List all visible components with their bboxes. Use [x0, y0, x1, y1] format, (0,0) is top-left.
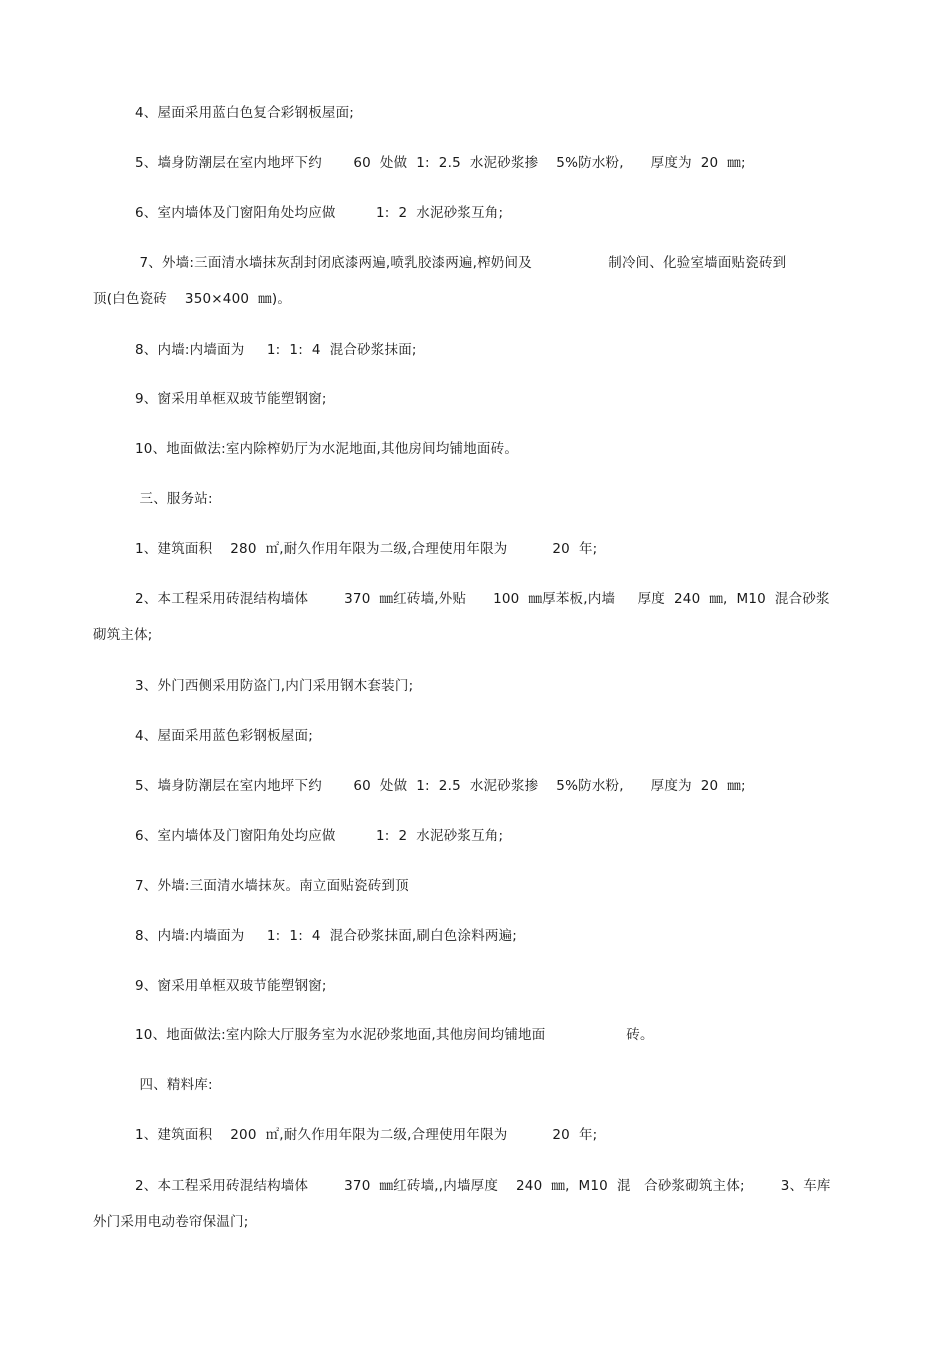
text-line: 4、屋面采用蓝白色复合彩钢板屋面; — [135, 105, 355, 121]
text-line: 8、内墙:内墙面为 1: 1: 4 混合砂浆抹面; — [135, 342, 417, 358]
text-line: 8、内墙:内墙面为 1: 1: 4 混合砂浆抹面,刷白色涂料两遍; — [135, 928, 518, 944]
text-line: 2、本工程采用砖混结构墙体 370 ㎜红砖墙,外贴 100 ㎜厚苯板,内墙 厚度 240 ㎜, M10 混合砂浆 — [135, 591, 830, 607]
section-heading: 三、服务站: — [135, 491, 213, 507]
text-line: 10、地面做法:室内除大厅服务室为水泥砂浆地面,其他房间均铺地面 砖。 — [135, 1027, 654, 1043]
text-line: 1、建筑面积 200 ㎡,耐久作用年限为二级,合理使用年限为 20 年; — [135, 1127, 598, 1143]
text-line: 5、墙身防潮层在室内地坪下约 60 处做 1: 2.5 水泥砂浆掺 5%防水粉, 厚度为 20 ㎜; — [135, 155, 746, 171]
text-line: 5、墙身防潮层在室内地坪下约 60 处做 1: 2.5 水泥砂浆掺 5%防水粉, 厚度为 20 ㎜; — [135, 778, 746, 794]
text-line: 外门采用电动卷帘保温门; — [93, 1214, 249, 1230]
text-line: 7、外墙:三面清水墙抹灰刮封闭底漆两遍,喷乳胶漆两遍,榨奶间及 制冷间、化验室墙面贴瓷砖到 — [135, 255, 787, 271]
text-line: 9、窗采用单框双玻节能塑钢窗; — [135, 978, 327, 994]
text-line: 2、本工程采用砖混结构墙体 370 ㎜红砖墙,,内墙厚度 240 ㎜, M10 混 合砂浆砌筑主体; 3、车库 — [135, 1178, 831, 1194]
text-line: 6、室内墙体及门窗阳角处均应做 1: 2 水泥砂浆互角; — [135, 828, 504, 844]
text-line: 顶(白色瓷砖 350×400 ㎜)。 — [93, 291, 292, 307]
text-line: 6、室内墙体及门窗阳角处均应做 1: 2 水泥砂浆互角; — [135, 205, 504, 221]
text-line: 3、外门西侧采用防盗门,内门采用钢木套装门; — [135, 678, 414, 694]
section-heading: 四、精料库: — [135, 1077, 213, 1093]
text-line: 1、建筑面积 280 ㎡,耐久作用年限为二级,合理使用年限为 20 年; — [135, 541, 598, 557]
text-line: 7、外墙:三面清水墙抹灰。南立面贴瓷砖到顶 — [135, 878, 409, 894]
text-line: 砌筑主体; — [93, 627, 153, 643]
text-line: 9、窗采用单框双玻节能塑钢窗; — [135, 391, 327, 407]
text-line: 10、地面做法:室内除榨奶厅为水泥地面,其他房间均铺地面砖。 — [135, 441, 519, 457]
text-line: 4、屋面采用蓝色彩钢板屋面; — [135, 728, 313, 744]
